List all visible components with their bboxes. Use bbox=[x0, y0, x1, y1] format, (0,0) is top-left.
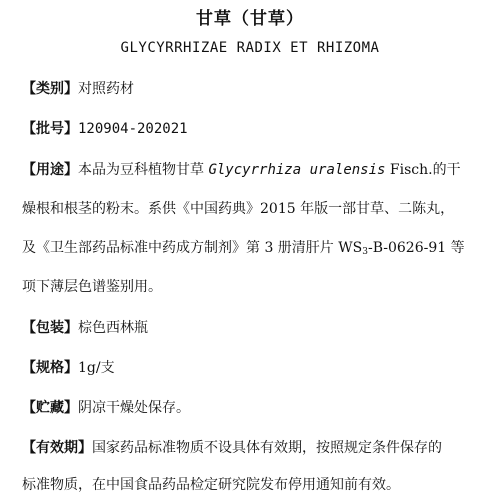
usage-line-3 bbox=[22, 233, 482, 267]
usage-line-4 bbox=[22, 272, 482, 302]
category-row bbox=[22, 74, 482, 104]
batch-label: 【批号】 bbox=[22, 121, 78, 137]
usage-line-2 bbox=[22, 194, 482, 224]
storage-value: 阴凉干燥处保存。 bbox=[78, 400, 190, 416]
batch-value: 120904-202021 bbox=[78, 121, 188, 137]
packaging-label: 【包装】 bbox=[22, 320, 78, 336]
validity-label: 【有效期】 bbox=[22, 440, 92, 456]
spec-label: 【规格】 bbox=[22, 360, 78, 376]
validity-line-2 bbox=[22, 470, 482, 500]
packaging-row bbox=[22, 313, 482, 343]
category-label: 【类别】 bbox=[22, 81, 78, 97]
validity-text-1: 国家药品标准物质不设具体有效期，按照规定条件保存的 bbox=[92, 440, 442, 456]
spec-value: 1g/支 bbox=[78, 360, 115, 376]
latin-title: GLYCYRRHIZAE RADIX ET RHIZOMA bbox=[120, 40, 380, 56]
validity-text-2: 标准物质，在中国食品药品检定研究院发布停用通知前有效。 bbox=[22, 477, 400, 493]
usage-text-2: 燥根和根茎的粉末。系供《中国药典》2015 年版一部甘草、二陈丸， bbox=[22, 201, 455, 217]
usage-line-1 bbox=[22, 155, 482, 185]
usage-latin-name: Glycyrrhiza uralensis bbox=[208, 162, 386, 178]
packaging-value: 棕色西林瓶 bbox=[78, 320, 148, 336]
spec-row bbox=[22, 353, 482, 383]
document-title: 甘草（甘草） bbox=[196, 9, 304, 29]
validity-line-1 bbox=[22, 433, 482, 463]
storage-row bbox=[22, 393, 482, 423]
usage-text-4: 项下薄层色谱鉴别用。 bbox=[22, 279, 162, 295]
category-value: 对照药材 bbox=[78, 81, 134, 97]
usage-text-1b: Fisch.的干 bbox=[385, 162, 461, 178]
usage-text-3b: -B-0626-91 等 bbox=[367, 240, 465, 256]
usage-text-3a: 及《卫生部药品标准中药成方制剂》第 3 册清肝片 WS bbox=[22, 240, 363, 256]
usage-text-1a: 本品为豆科植物甘草 bbox=[78, 162, 209, 178]
usage-label: 【用途】 bbox=[22, 162, 78, 178]
usage-subscript: 3 bbox=[362, 247, 368, 257]
batch-row bbox=[22, 114, 482, 144]
storage-label: 【贮藏】 bbox=[22, 400, 78, 416]
